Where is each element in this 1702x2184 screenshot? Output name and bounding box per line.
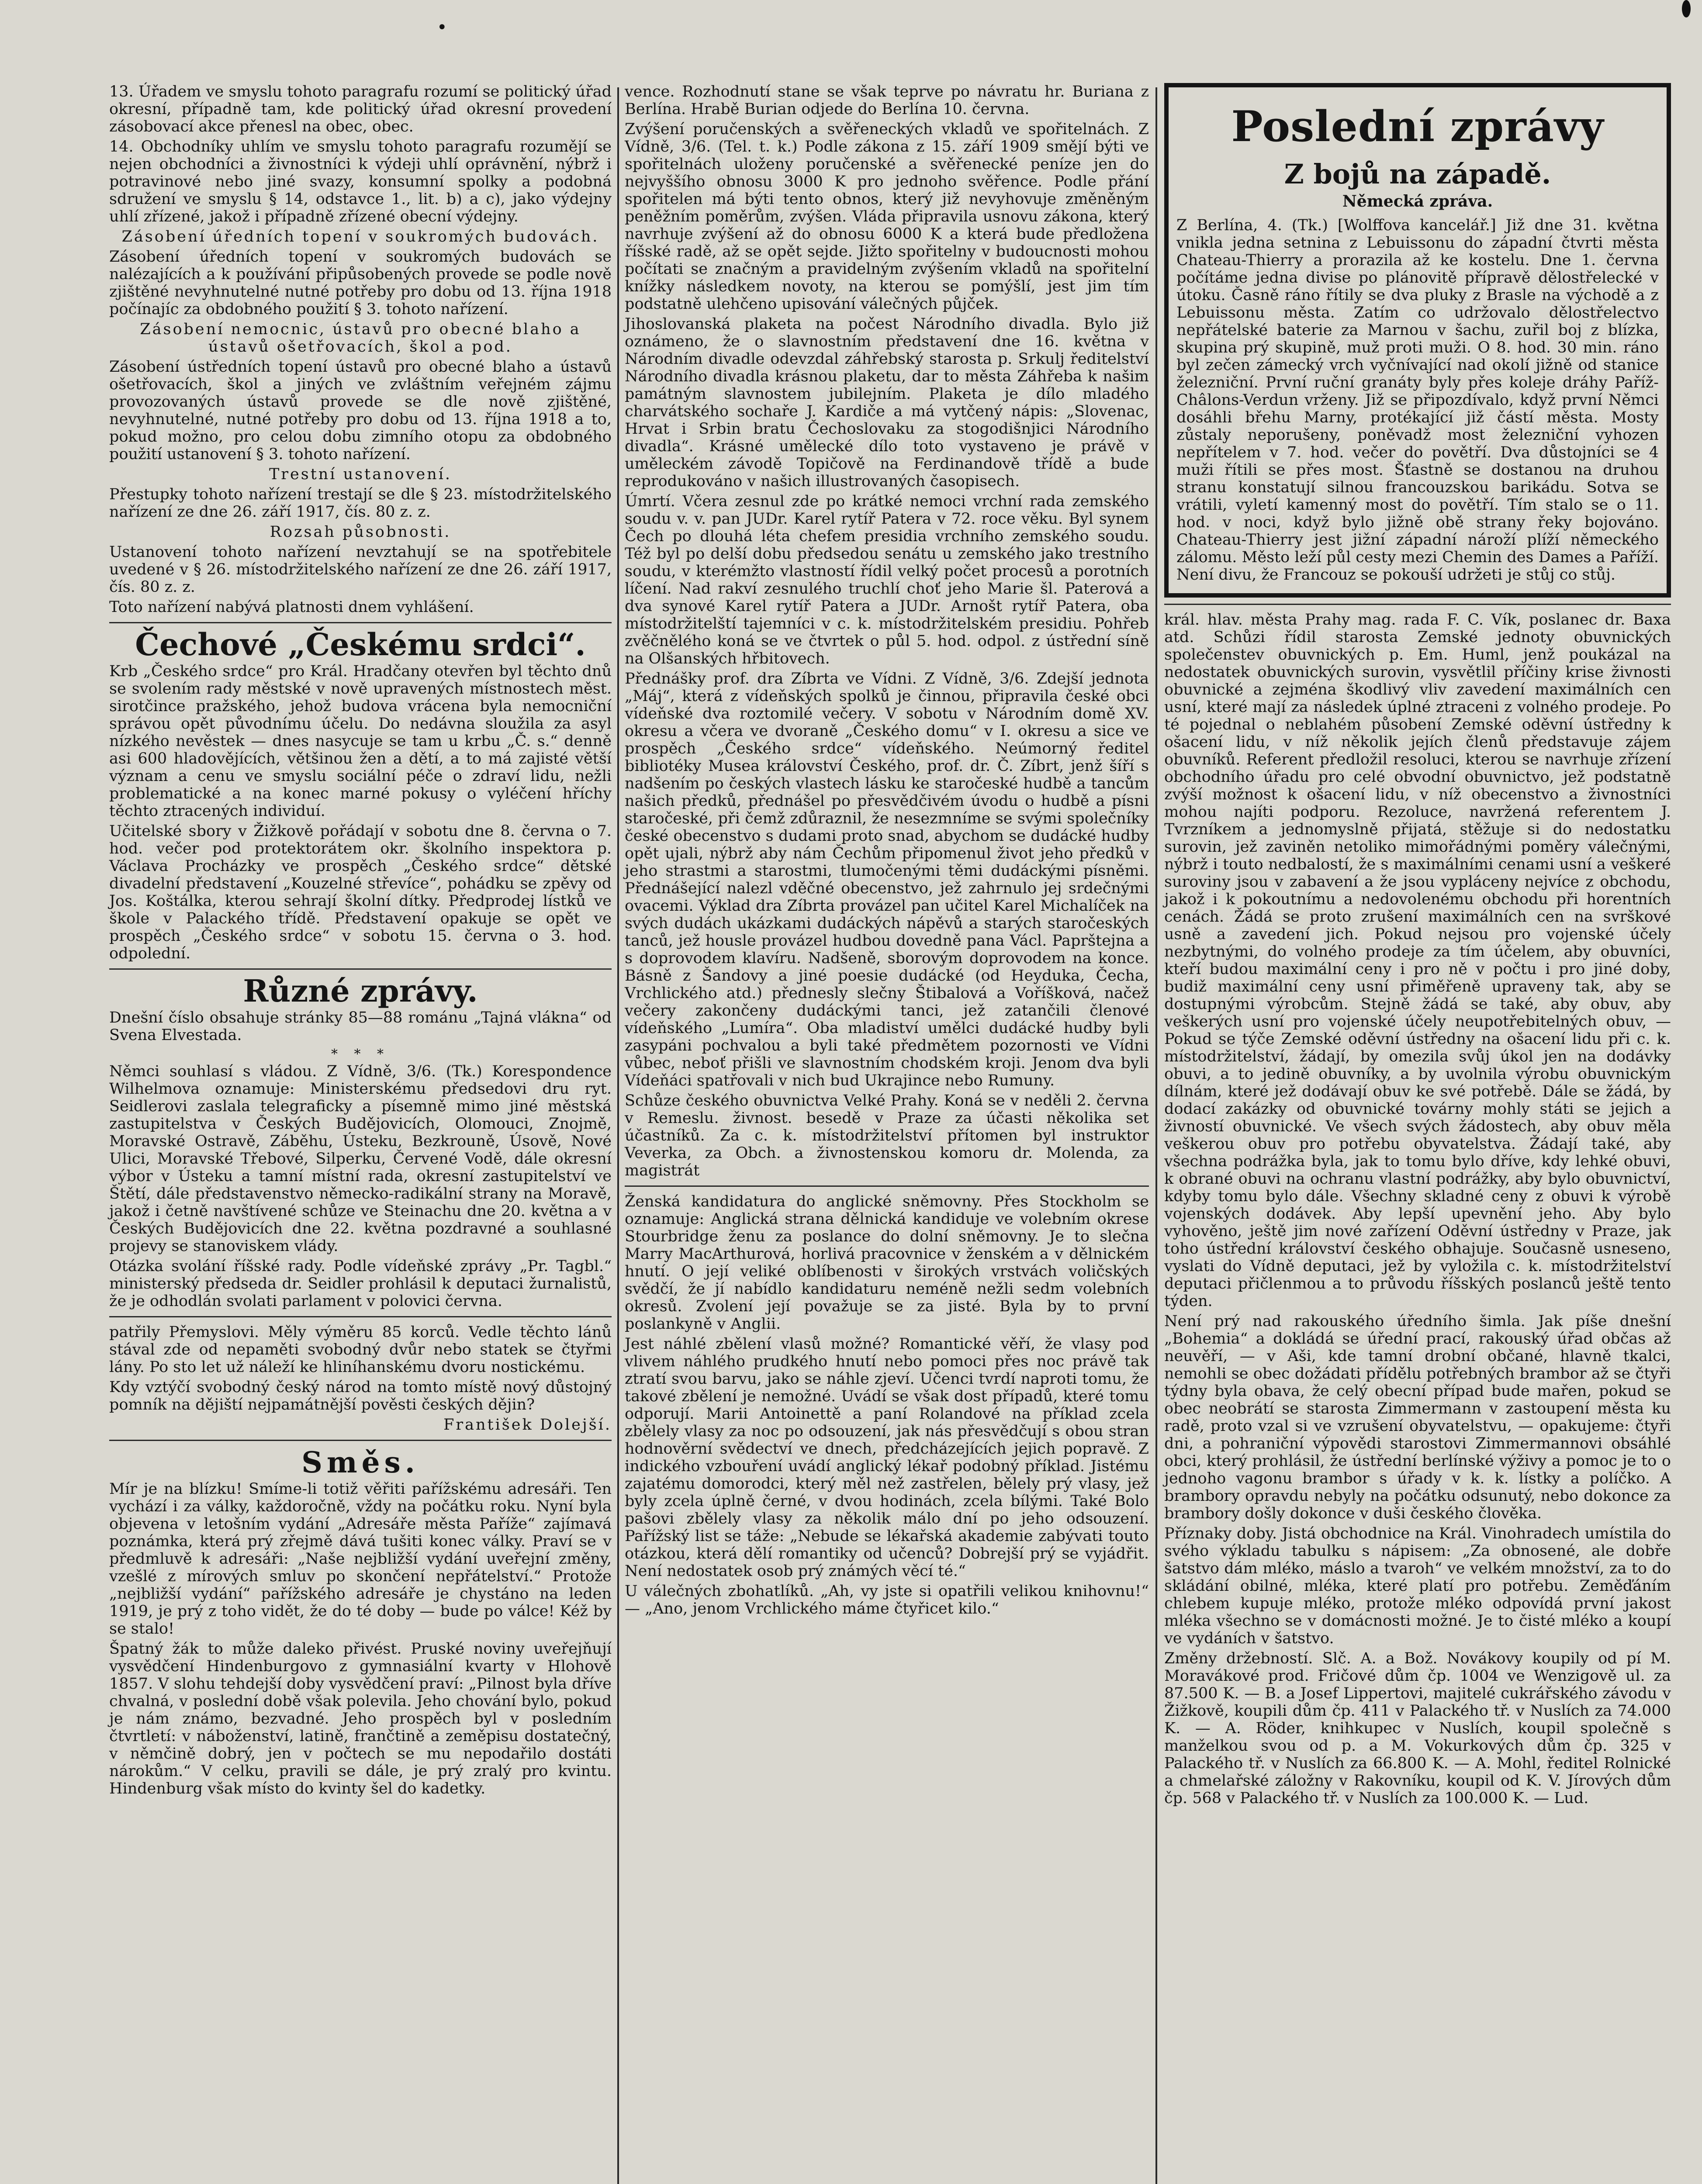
section-title: Směs. [301,1445,419,1479]
column-middle [625,83,1149,1620]
paragraph: Jihoslovanská plaketa na počest Národního divadla. Bylo již oznámeno, že o slavnostním představení dne 16. května v Národním divadle odevzdal záhřebský starosta p. Srkulj ředitelství Národního divadla krásnou plaketu, dar to města Záhřeba k našim památným slavnostem jubilejním. Plaketa je dílo mladého charvátského sochaře J. Kardiče a má vytčený nápis: „Slovenac, Hrvat i Srbin bratu Čechoslovaku za stogodišnjici Národního divadla“. Krásné umělecké dílo toto vystaveno je právě v uměleckém závodě Topičově na Ferdinandově třídě a bude reprodukováno v našich illustrovaných časopisech. [625,315,1149,490]
paragraph: Otázka svolání říšské rady. Podle vídeňské zprávy „Pr. Tagbl.“ ministerský předseda dr. Seidler prohlásil k deputaci žurnalistů, že je odhodlán svolati parlament v polovici června. [109,1258,612,1310]
paragraph: 13. Úřadem ve smyslu tohoto paragrafu rozumí se politický úřad okresní, případně tam, kde politický úřad okresní provedení zásobovací akce přenesl na obec, obec. [109,83,612,135]
paragraph: Přednášky prof. dra Zíbrta ve Vídni. Z Vídně, 3/6. Zdejší jednota „Máj“, která z vídeňských spolků je činnou, připravila české obci vídeňské dva roztomilé večery. V sobotu v Národním domě XV. okresu a včera ve dvoraně „Českého domu“ v I. okresu a sice ve prospěch „Českého srdce“ vídeňského. Neúmorný ředitel bibliotéky Musea království Českého, prof. dr. Č. Zíbrt, jenž šíří s nadšením po českých vlastech lásku ke staročeské hudbě a tancům našich předků, přednášel po přesvědčivém úvodu o hudbě a písni staročeské, při čemž zdůraznil, že nesezmníme se svými společníky české obecenstvo s dudami proto snad, abychom se dudácké hudby opět ujali, nýbrž aby nám Čechům připomenul život jeho předků v jeho strastmi a starostmi, tlumočenými těmi dudáckými písněmi. Přednášející nalezl vděčné obecenstvo, jež zahrnulo jej srdečnými ovacemi. Výklad dra Zíbrta provázel pan učitel Karel Michalíček na svých dudách ukázkami dudáckých nápěvů a starých staročeských tanců, jež housle provázel hudbou dovedně pana Václ. Paprštejna a s doprovodem klavíru. Nadšeně, sborovým doprovodem na konce. Básně z Šandovy a jiné poesie dudácké (od Heyduka, Čecha, Vrchlického atd.) přednesly slečny Štibalová a Voříšková, načež večery zakončeny dudáckými tanci, jež zatančili členové vídeňského „Lumíra“. Oba mladiství umělci dudácké hudby byli zasypáni pochvalou a byli také předmětem pozornosti ve Vídni vůbec, neboť přišli ve slavnostním chodském kroji. Jenom dva byli Vídeňáci spatřovali v nich bud Ukrajince nebo Rumuny. [625,670,1149,1089]
section-title: Různé zprávy. [243,973,478,1009]
paragraph: patřily Přemyslovi. Měly výměru 85 korců. Vedle těchto lánů stával zde od nepaměti svobodný dvůr nebo statek se čtyřmi lány. Po sto let už náleží ke hliníhanskému dvoru nostickému. [109,1324,612,1376]
divider [109,1316,612,1317]
paragraph: Z Berlína, 4. (Tk.) [Wolffova kancelář.] Již dne 31. května vnikla jedna setnina z Lebuissonu do západní čtvrti města Chateau-Thierry a prorazila až ke kostelu. Dne 1. června počítáme jedna divise po plánovitě přípravě dělostřelecké v útoku. Časně ráno řítily se dva pluky z Brasle na východě a z Lebuissonu města. Zatím co udržovalo dělostřelectvo nepřátelské baterie za Marnou v šachu, zuřil boj z blízka, skupina prý skupině, muž proti muži. O 8. hod. 30 min. ráno byl zečen zámecký vrch vyčnívající nad okolí jižně od stanice železniční. První ruční granáty byly přes koleje dráhy Paříž-Châlons-Verdun vrženy. Již se připozdívalo, když první Němci dosáhli břehu Marny, protékající již částí města. Mosty zůstaly neporušeny, poněvadž most železniční vyhozen nepřítelem v 7. hod. večer do povětří. Dva důstojníci se 4 muži řítili se přes most. Šťastně se dostanou na druhou stranu konstatují silnou francouzskou barikádu. Sotva se vrátili, vyletí kamenný most do povětří. Tím stalo se o 11. hod. v noci, když bylo jižně obě strany řeky bojováno. Chateau-Thierry jest jižní západní nároží plíží německého zálomu. Město leží půl cesty mezi Chemin des Dames a Paříží. Není divu, že Francouz se pokouší udržeti je stůj co stůj. [1176,217,1659,584]
paragraph: Toto nařízení nabývá platnosti dnem vyhlášení. [109,598,474,616]
column-left [109,83,612,1800]
paragraph: Mír je na blízku! Smíme-li totiž věřiti pařížskému adresáři. Ten vychází i za války, každoročně, vždy na počátku roku. Nyní byla objevena v letošním vydání „Adresáře města Paříže“ zajímavá poznámka, která prý zřejmě dává tušiti konec války. Praví se v předmluvě k adresáři: „Naše nejbližší vydání uveřejní změny, vzešlé z mírových smluv po skončení nepřátelství.“ Protože „nejbližší vydání“ pařížského adresáře je chystáno na leden 1919, je prý z toho vidět, že do té doby — bude po válce! Kéž by se stalo! [109,1480,612,1638]
paragraph: Úmrtí. Včera zesnul zde po krátké nemoci vrchní rada zemského soudu v. v. pan JUDr. Karel rytíř Patera v 72. roce věku. Byl synem Čech po dlouhá léta chefem presidia vrchního zemského soudu. Též byl po delší dobu předsedou senátu u zemského jako trestního soudu, v kterémžto vlastností řídil velký počet procesů a porotních líčení. Nad rakví zesnulého truchlí choť jeho Marie šl. Paterová a dva synové Karel rytíř Patera a JUDr. Arnošt rytíř Patera, oba místodržitelští tajemníci v c. k. místodržitelském presidiu. Pohřeb zvěčnělého koná se ve čtvrtek o půl 5. hod. odpol. z ústřední síně na Olšanských hřbitovech. [625,493,1149,667]
latest-news-masthead: Poslední zprávy [1231,102,1604,151]
paragraph: Schůze českého obuvnictva Velké Prahy. Koná se v neděli 2. června v Remeslu. živnost. besedě v Praze za účasti několika set účastníků. Za c. k. místodržitelství přítomen byl instruktor Veverka, za Obch. a živnostenskou komoru dr. Molenda, za magistrát [625,1092,1149,1179]
column-rule [617,87,619,2184]
headline: Z bojů na západě. [1284,158,1551,190]
paragraph: král. hlav. města Prahy mag. rada F. C. Vík, poslanec dr. Baxa atd. Schůzi řídil starosta Zemské jednoty obuvnických společenstev obuvnických p. Em. Huml, jenž poukázal na nedostatek obuvnických surovin, vysvětlil příčiny krise živnosti obuvnické a zejména škodlivý vliv zavedení maximálních cen usní, které mají za následek úplné ztraceni z volného prodeje. Po té pojednal o neblahém působení Zemské oděvní ústředny k ošacení lidu, v níž několik jejích členů představuje zájem obuvníků. Referent předložil resoluci, kterou se navrhuje zřízení obchodního úřadu pro celé obvodní obuvnictvo, jež podstatně zvýší možnost k ošacení lidu, v níž obecenstvo a živnostníci mohou najíti podporu. Rezoluce, navržená referentem J. Tvrzníkem a jednomyslně přijatá, stěžuje si do nedostatku surovin, jež zaviněn netoliko mimořádnými poměry válečnými, nýbrž i touto nedbalostí, že s maximálními cenami usní a veškeré suroviny jsou v zabavení a že jsou vypláceny nejvíce z obchodu, jakož i k pokoutnímu a nedovolenému obchodu při horentních cenách. Žádá se proto zrušení maximálních cen na svrškové usně a zavedení jich. Pokud nejsou pro vojenské účely nezbytnými, do volného prodeje za tím účelem, aby obuvníci, kteří budou maximální ceny i pro ně v počtu i pro jiné doby, budiž maximální ceny usní přiměřeně upraveny tak, aby se dostupnými výrobcům. Stejně žádá se také, aby obuv, aby veškerých usní pro vojenské účely neupotřebitelných obuv, — Pokud se týče Zemské oděvní ústředny na ošacení lidu při c. k. místodržitelství, žádají, by omezila svůj úkol jen na dodávky obuvi, a to jedině obuvníky, a by uvolnila výrobu obuvnickým dílnám, které jež dodávají obuv ke své potřebě. Dále se žádá, by dodací zakázky od obuvnické továrny mohly státi se jejich a živností obuvnické. Ve všech svých žádostech, aby obuv měla veškerou obuv pro potřebu obyvatelstva. Žádají také, aby všechna podrážka byla, jak to tomu bylo dříve, kdy lehké obuvi, k obrané obuvi na ochranu vlastní podrážky, aby bylo obuvnictví, kdyby tomu bylo dále. Všechny skladné ceny z obuvi k výrobě vojenských dodávek. Aby lepší upevnění jeho. Aby bylo vyhověno, ještě jim nové zařízení Oděvní ústředny v Praze, jak toho ústřední království českého obhajuje. Současně usneseno, vyslati do Vídně deputaci, jež by vyložila c. k. místodržitelství deputaci přičlenmou a to průvodu říšských poslanců ještě tento týden. [1164,611,1671,1310]
paragraph: Jest náhlé zbělení vlasů možné? Romantické věří, že vlasy pod vlivem náhlého prudkého hnutí nebo pomoci přes noc právě tak ztratí svou barvu, jako se náhle zjeví. Učenci tvrdí naproti tomu, že takové zbělení je nemožné. Uvádí se však dost případů, které tomu odporují. Marii Antoinettě a paní Rolandové na příklad zcela zbělely vlasy za noc po odsouzení, jak nás přesvědčují s obou stran hodnověrní svědectví ve dnech, předcházejících jejich popravě. Z indického vzbouření uvádí anglický lékař podobný příklad. Jistému zajatému domorodci, který měl než zastřelen, bělely prý vlasy, jež byly zcela úplně černé, v dvou hodinách, zcela bílými. Také Bolo pašovi zbělely vlasy za několik málo dní po jeho odsouzení. Pařížský list se táže: „Nebude se lékařská akademie zabývati touto otázkou, která dělí romantiky od učenců? Dobrejší prý se vyjádřit. Není nedostatek osob prý známých věcí té.“ [625,1335,1149,1580]
paragraph: Kdy vztýčí svobodný český národ na tomto místě nový důstojný pomník na dějiští nejpamátnější pověsti českých dějin? [109,1379,612,1413]
separator-stars: * * * [331,1047,390,1062]
article-title: Čechové „Českému srdci“. [135,626,586,663]
paragraph: Není prý nad rakouského úředního šimla. Jak píše dnešní „Bohemia“ a dokládá se úřední prací, rakouský úřad občas až neuvěří, — v Aši, kde tamní drobní občané, hlavně tkalci, nemohli se obec dožádati přídělu potřebných brambor až se čtyři týdny byla obava, že celý obecní případ bude mařen, pokud se obec neobrátí se starosta Zimmermann v zastoupení města ku radě, proto vzal si ve vzrušení obyvatelstvu, — opakujeme: čtyři dni, a pohraniční výpovědi starostovi Zimmermannovi obsáhlé obci, který prohlásil, že ústřední berlínské výživy a pomoc je to o jednoho vagonu brambor s úřady v k. k. lístky a políčko. A brambory opravdu nebyly na počátku odsunutý, nebo dokonce za brambory došly dokonce v duši českého člověka. [1164,1313,1671,1522]
paragraph: Zásobení ústředních topení ústavů pro obecné blaho a ústavů ošetřovacích, škol a jiných ve zvláštním veřejném zájmu provozovaných ústavů provede se dle nově zjištěné, nevyhnutelné, nutné potřeby pro dobu od 13. října 1918 a to, pokud možno, pro celou dobu zimního otopu za obdobného použití ustanovení § 3. tohoto nařízení. [109,358,612,463]
section-heading: Zásobení úředních topení v soukromých budovách. [121,228,599,245]
paragraph: Němci souhlasí s vládou. Z Vídně, 3/6. (Tk.) Korespondence Wilhelmova oznamuje: Ministerskému předsedovi dru ryt. Seidlerovi zaslala telegraficky a písemně mimo jiné městská zastupitelstva v Českých Budějovicích, Olomouci, Znojmě, Moravské Ostravě, Záběhu, Ústeku, Bezkrouně, Úsově, Nové Ulici, Moravské Třebové, Silperku, Červené Vodě, dále okresní výbor v Ústeku a tamní místní rada, okresní zastupitelství ve Štětí, dále představenstvo německo-radikální strany na Moravě, jakož i četně navštívené schůze ve Steinachu dne 20. května a v Českých Budějovicích dne 22. května pozdravné a souhlasné projevy se stanoviskem vlády. [109,1063,612,1255]
paragraph: Ustanovení tohoto nařízení nevztahují se na spotřebitele uvedené v § 26. místodržitelského nařízení ze dne 26. září 1917, čís. 80 z. z. [109,543,612,596]
column-rule [1155,87,1157,2184]
divider [109,968,612,970]
column-right [1164,83,1671,1810]
divider [1164,604,1671,605]
author-signature: František Dolejší. [443,1416,612,1434]
paragraph: Změny držebností. Slč. A. a Bož. Novákovy koupily od pí M. Moravákové prod. Fričové dům čp. 1004 ve Wenzigově ul. za 87.500 K. — B. a Josef Lippertovi, majitelé cukrářského závodu v Žižkově, koupili dům čp. 411 v Palackého tř. v Nuslích za 74.000 K. — A. Röder, knihkupec v Nuslích, koupil společně s manželkou svou od p. a M. Vokurkových dům čp. 325 v Palackého tř. v Nuslích za 66.800 K. — A. Mohl, ředitel Rolnické a chmelařské záložny v Rakovníku, koupil od K. V. Jírových dům čp. 568 v Palackého tř. v Nuslích za 100.000 K. — Lud. [1164,1650,1671,1807]
paragraph: Učitelské sbory v Žižkově pořádají v sobotu dne 8. června o 7. hod. večer pod protektorátem okr. školního inspektora p. Václava Procházky ve prospěch „Českého srdce“ dětské divadelní představení „Kouzelné střevíce“, pohádku se zpěvy od Jos. Koštálka, kterou sehrají školní dítky. Předprodej lístků ve škole v Palackého třídě. Představení opakuje se opět ve prospěch „Českého srdce“ v sobotu 15. června o 3. hod. odpolední. [109,822,612,962]
paragraph: Zvýšení poručenských a svěřeneckých vkladů ve spořitelnách. Z Vídně, 3/6. (Tel. t. k.) Podle zákona z 15. září 1909 smějí býti ve spořitelnách uloženy poručenské a svěřenecké peníze jen do nejvyššího obnosu 3000 K pro jednoho svěřence. Podle přání spořitelen má býti tento obnos, který již nevyhovuje změněným peněžním poměrům, zvýšen. Vláda připravila usnovu zákona, který navrhuje zvýšení až do obnosu 6000 K a která bude předložena říšské radě, až se opět sejde. Jižto spořitelny v budoucnosti mohou počítati se značným a pravidelným zvýšením vkladů na spořitelní knížky následkem novoty, na kterou se pomýšlí, jest jim tím podstatně ulehčeno upisování válečných půjček. [625,121,1149,313]
subheadline: Německá zpráva. [1342,192,1493,211]
latest-news-box [1164,83,1671,598]
paragraph: Zásobení úředních topení v soukromých budovách se nalézajících a k používání připůsobených provede se podle nově zjištěné nevyhnutelné nutné potřeby pro dobu od 13. října 1918 počínajíc za obdobného použití § 3. tohoto nařízení. [109,248,612,318]
divider [109,1440,612,1441]
scan-speck: • [437,17,447,38]
paragraph: Krb „Českého srdce“ pro Král. Hradčany otevřen byl těchto dnů se svolením rady městské v nově upravených místnostech měst. sirotčince pražského, jehož budova vrácena byla nemocniční správou opět původnímu účelu. Do nedávna sloužila za asyl nízkého nevěstek — dnes nasycuje se tam u krbu „Č. s.“ denně asi 600 hladovějících, většinou žen a dětí, a to má zajisté větší význam a cenu ve smyslu sociální péče o zdraví lidu, nežli problematické a na konec marné pokusy o vyléčení hříchy těchto ztracených individuí. [109,663,612,820]
scan-edge-mark [1682,0,1691,17]
paragraph: Ženská kandidatura do anglické sněmovny. Přes Stockholm se oznamuje: Anglická strana dělnická kandiduje ve volebním okrese Stourbridge ženu za poslance do dolní sněmovny. Je to slečna Marry MacArthurová, horlivá pracovnice v ženském a v dělnickém hnutí. O její veliké oblíbenosti v širokých vrstvách voličských svědčí, že jí nabídlo kandidaturu neméně nežli sedm volebních okresů. Zvolení její považuje se za jisté. Byla by to první poslankyně v Anglii. [625,1193,1149,1333]
paragraph: Špatný žák to může daleko přivést. Pruské noviny uveřejňují vysvědčení Hindenburgovo z gymnasiální kvarty v Hlohově 1857. V slohu tehdejší doby vysvědčení praví: „Pilnost byla dříve chvalná, v poslední době však polevila. Jeho chování bylo, pokud je nám známo, bezvadné. Jeho prospěch byl v posledním čtvrtletí: v náboženství, latině, frančtině a zeměpisu dostatečný, v němčině dobrý, jen v počtech se mu nepodařilo dostáti nárokům.“ V celku, pravili se dále, je prý zralý pro kvintu. Hindenburg však místo do kvinty šel do kadetky. [109,1640,612,1797]
paragraph: Dnešní číslo obsahuje stránky 85—88 románu „Tajná vlákna“ od Svena Elvestada. [109,1009,612,1044]
divider [109,622,612,623]
divider [625,1185,1149,1187]
section-heading: Zásobení nemocnic, ústavů pro obecné blaho a ústavů ošetřovacích, škol a pod. [140,321,581,356]
paragraph: Přestupky tohoto nařízení trestají se dle § 23. místodržitelského nařízení ze dne 26. září 1917, čís. 80 z. z. [109,486,612,521]
paragraph: U válečných zbohatlíků. „Ah, vy jste si opatřili velikou knihovnu!“ — „Ano, jenom Vrchlického máme čtyřicet kilo.“ [625,1583,1149,1617]
section-heading: Rozsah působnosti. [270,523,451,541]
paragraph: Příznaky doby. Jistá obchodnice na Král. Vinohradech umístila do svého výkladu tabulku s nápisem: „Za obnosené, ale dobře šatstvo dám mléko, máslo a tvaroh“ ve velkém množství, za to do skládání obilné, mléka, které platí pro potřebu. Zeměďáním chlebem kupuje mléko, protože mléko odpovídá první jakost mléka všechno se v domácnosti možné. Je to čisté mléko a koupí ve vydáních v šatstvo. [1164,1525,1671,1647]
section-heading: Trestní ustanovení. [269,466,452,483]
paragraph: vence. Rozhodnutí stane se však teprve po návratu hr. Buriana z Berlína. Hrabě Burian odjede do Berlína 10. června. [625,83,1149,118]
paragraph: 14. Obchodníky uhlím ve smyslu tohoto paragrafu rozumějí se nejen obchodníci a živnostníci k výdeji uhlí oprávnění, nýbrž i potravinové nebo jiné svazy, konsumní spolky a podobná sdružení ve smyslu § 14, odstavce 1., lit. b) a c), jako výdejny uhlí zřízené, jakož i případně zřízené obecní výdejny. [109,138,612,225]
